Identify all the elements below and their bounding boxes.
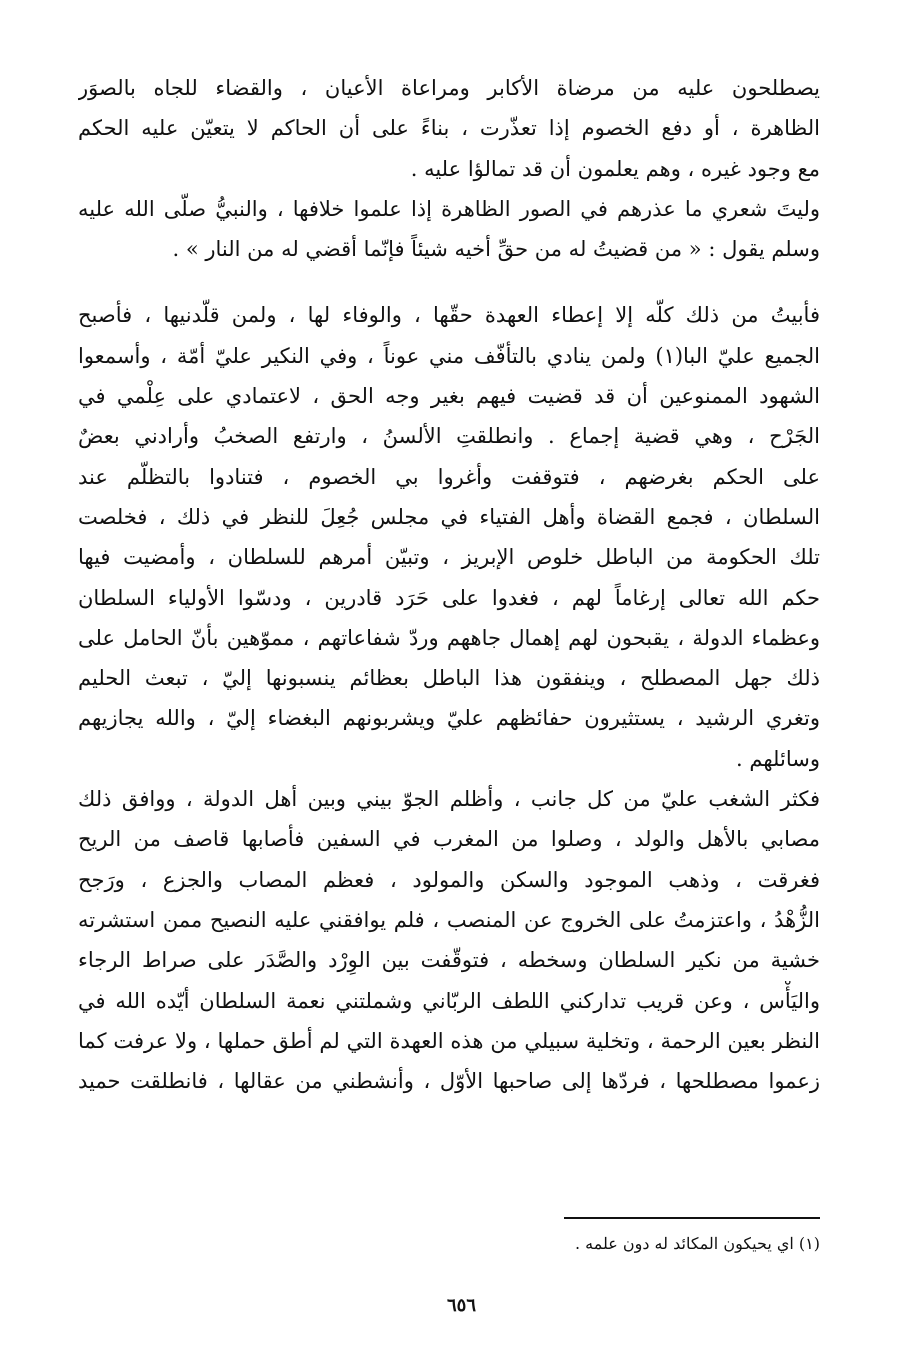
text-line: الظاهرة ، أو دفع الخصوم إذا تعذّرت ، بناءً على أن الحاكم لا يتعيّن عليه الحكم (78, 116, 820, 141)
text-line: وليتَ شعري ما عذرهم في الصور الظاهرة إذا علموا خلافها ، والنبيُّ صلّى الله عليه (78, 196, 820, 221)
paragraph-2 (78, 189, 820, 270)
text-line: مصابي بالأهل والولد ، وصلوا من المغرب في السفين فأصابها قاصف من الريح (78, 827, 820, 852)
text-line: وتغري الرشيد ، يستثيرون حفائظهم عليّ ويشربونهم البغضاء إليّ ، والله يجازيهم (78, 706, 820, 731)
text-line: النظر بعين الرحمة ، وتخلية سبيلي من هذه العهدة التي لم أطق حملها ، ولا عرفت كما (78, 1028, 820, 1053)
page-body (78, 68, 820, 1101)
paragraph-4 (78, 779, 820, 1101)
text-line: وسلم يقول : « من قضيتُ له من حقِّ أخيه شيئاً فإنّما أقضي له من النار » . (172, 237, 820, 262)
text-line: خشية من نكير السلطان وسخطه ، فتوقّفت بين الوِرْد والصَّدَر على صراط الرجاء (78, 948, 820, 973)
text-line: فأبيتُ من ذلك كلّه إلا إعطاء العهدة حقّها ، والوفاء لها ، ولمن قلّدنيها ، فأصبح (78, 303, 820, 328)
footnote-separator (564, 1217, 820, 1219)
paragraph-3 (78, 295, 820, 779)
text-line: السلطان ، فجمع القضاة وأهل الفتياء في مجلس جُعِلَ للنظر في ذلك ، فخلصت (78, 504, 820, 529)
text-line: على الحكم بغرضهم ، فتوقفت وأغروا بي الخصوم ، فتنادوا بالتظلّم عند (78, 464, 820, 489)
text-line: مع وجود غيره ، وهم يعلمون أن قد تمالؤا عليه . (410, 156, 820, 181)
text-line: حكم الله تعالى إرغاماً لهم ، فغدوا على حَرَد قادرين ، ودسّوا الأولياء السلطان (78, 585, 820, 610)
text-line: ذلك جهل المصطلح ، وينفقون هذا الباطل بعظائم ينسبونها إليّ ، تبعث الحليم (78, 666, 820, 691)
text-line: الزُّهْدُ ، واعتزمتُ على الخروج عن المنصب ، فلم يوافقني عليه النصيح ممن استشرته (78, 907, 820, 932)
text-line: فكثر الشغب عليّ من كل جانب ، وأظلم الجوّ بيني وبين أهل الدولة ، ووافق ذلك (78, 787, 820, 812)
paragraph-1 (78, 68, 820, 189)
text-line: يصطلحون عليه من مرضاة الأكابر ومراعاة الأعيان ، والقضاء للجاه بالصوَر (78, 76, 820, 100)
text-line: الشهود الممنوعين أن قد قضيت فيهم بغير وجه الحق ، لاعتمادي على عِلْمي في (78, 384, 820, 409)
text-line: وسائلهم . (736, 746, 820, 771)
text-line: الجَرْح ، وهي قضية إجماع . وانطلقتِ الألسنُ ، وارتفع الصخبُ وأرادني بعضٌ (78, 424, 820, 449)
footnote: (١) اي يحيكون المكائد له دون علمه . (574, 1234, 820, 1253)
text-line: فغرقت ، وذهب الموجود والسكن والمولود ، فعظم المصاب والجزع ، ورَجح (78, 867, 820, 892)
text-line: وعظماء الدولة ، يقبحون لهم إهمال جاههم وردّ شفاعاتهم ، مموّهين بأنّ الحامل على (78, 625, 820, 650)
page-number: ٦٥٦ (446, 1295, 476, 1316)
paragraph-gap (78, 269, 820, 295)
text-line: واليَأْس ، وعن قريب تداركني اللطف الربّاني وشملتني نعمة السلطان أيّده الله في (78, 988, 820, 1013)
text-line: تلك الحكومة من الباطل خلوص الإبريز ، وتبيّن أمرهم للسلطان ، وأمضيت فيها (78, 545, 820, 570)
text-line: زعموا مصطلحها ، فردّها إلى صاحبها الأوّل ، وأنشطني من عقالها ، فانطلقت حميد (78, 1069, 820, 1094)
text-line: الجميع عليّ البا(١) ولمن ينادي بالتأفّف مني عوناً ، وفي النكير عليّ أمّة ، وأسمعوا (78, 343, 820, 368)
